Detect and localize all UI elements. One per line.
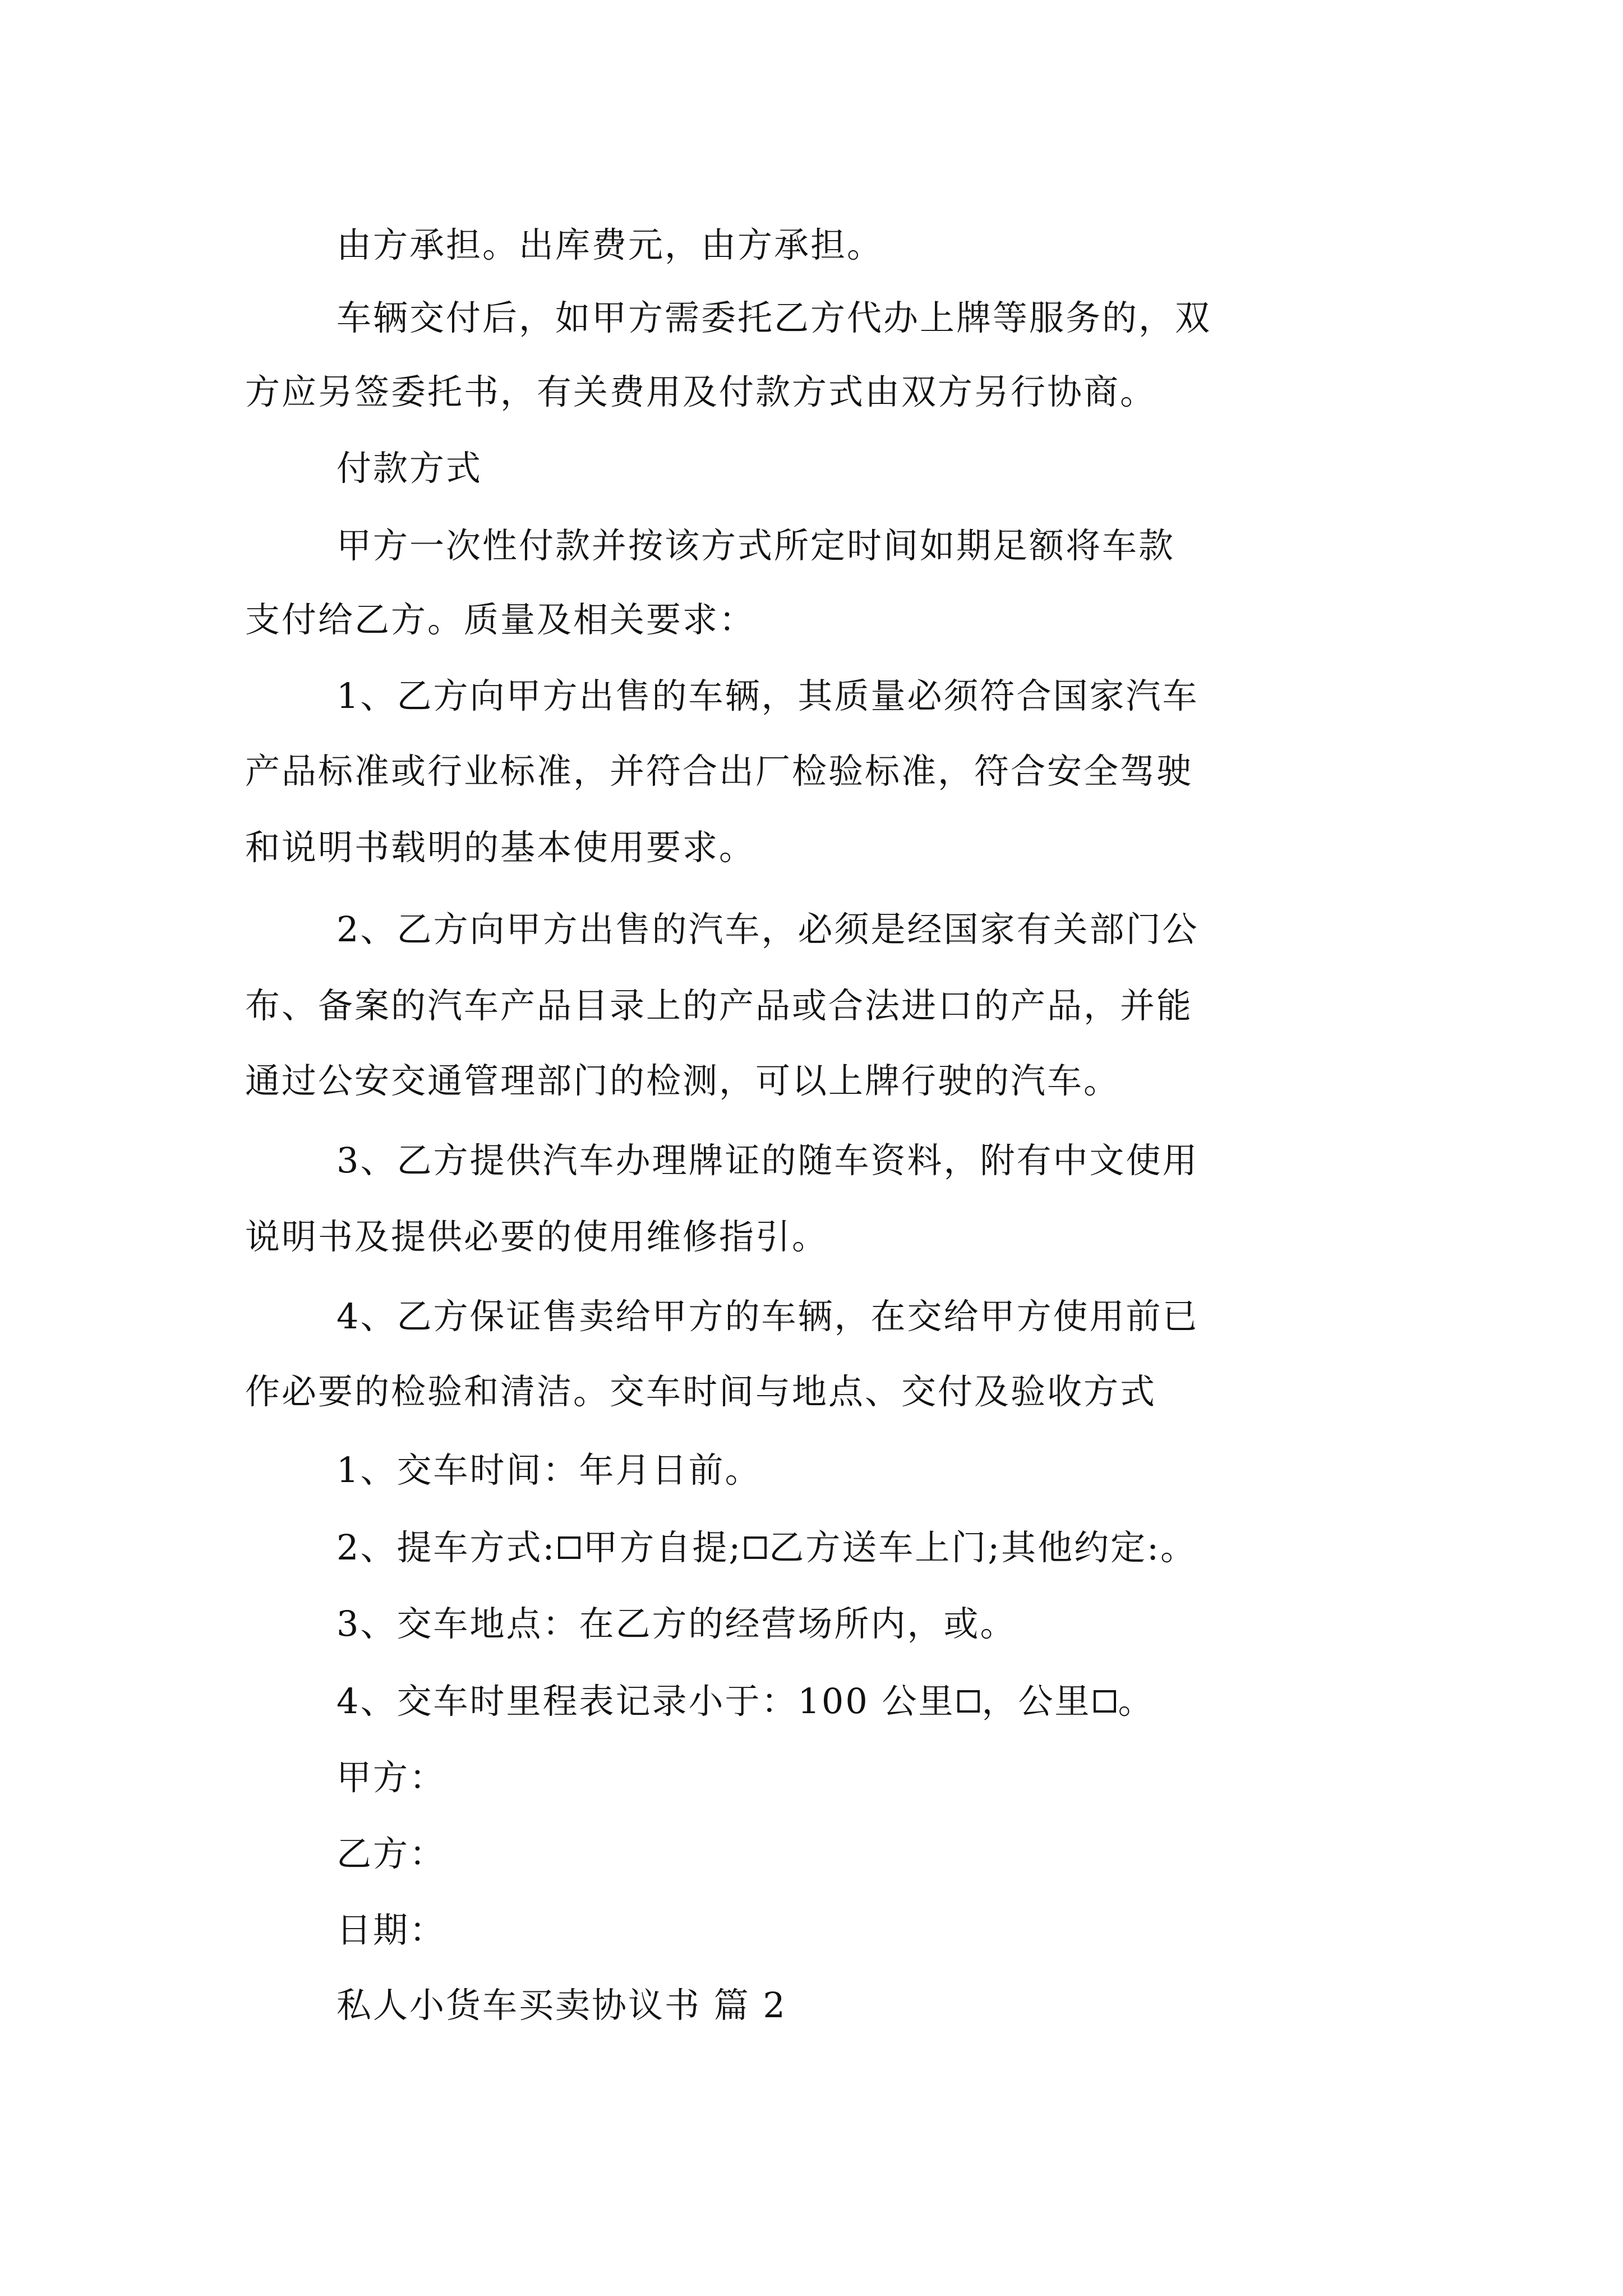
text-line: 支付给乙方。质量及相关要求：: [245, 599, 756, 640]
text-line: 产品标准或行业标准，并符合出厂检验标准，符合安全驾驶: [245, 751, 1193, 792]
text-line: 1、乙方向甲方出售的车辆，其质量必须符合国家汽车: [336, 675, 1199, 716]
text-line: 布、备案的汽车产品目录上的产品或合法进口的产品，并能: [245, 985, 1193, 1026]
text-line: 通过公安交通管理部门的检测，可以上牌行驶的汽车。: [245, 1060, 1121, 1101]
pickup-option-delivery: 乙方送车上门;其他约定:。: [769, 1527, 1197, 1568]
section-heading: 付款方式: [336, 448, 483, 489]
text-line: 3、交车地点：在乙方的经营场所内，或。: [336, 1603, 1017, 1644]
text-line: 4、乙方保证售卖给甲方的车辆，在交给甲方使用前已: [336, 1296, 1199, 1337]
text-line: 说明书及提供必要的使用维修指引。: [245, 1216, 829, 1257]
checkbox-icon: [744, 1536, 767, 1559]
pickup-prefix: 2、提车方式:: [336, 1527, 556, 1568]
date-label: 日期：: [336, 1910, 446, 1950]
text-line: 方应另签委托书，有关费用及付款方式由双方另行协商。: [245, 371, 1157, 412]
mileage-suffix: 。: [1118, 1681, 1155, 1722]
party-b-label: 乙方：: [336, 1833, 446, 1874]
text-line: 由方承担。出库费元，由方承担。: [336, 224, 884, 265]
checkbox-icon: [558, 1536, 580, 1559]
checkbox-icon: [1094, 1690, 1116, 1713]
text-line: 2、乙方向甲方出售的汽车，必须是经国家有关部门公: [336, 909, 1199, 950]
text-line: 车辆交付后，如甲方需委托乙方代办上牌等服务的，双: [336, 297, 1212, 338]
pickup-option-self: 甲方自提;: [583, 1527, 743, 1568]
text-line: 1、交车时间：年月日前。: [336, 1450, 762, 1490]
next-section-title: 私人小货车买卖协议书 篇 2: [336, 1985, 787, 2026]
text-line: 和说明书载明的基本使用要求。: [245, 827, 756, 868]
text-line: 3、乙方提供汽车办理牌证的随车资料，附有中文使用: [336, 1140, 1199, 1181]
pickup-line: [0, 1522, 1623, 1573]
mileage-middle: ，公里: [981, 1681, 1091, 1722]
party-a-label: 甲方：: [336, 1757, 446, 1798]
mileage-prefix: 4、交车时里程表记录小于：100 公里: [336, 1681, 955, 1722]
text-line: 作必要的检验和清洁。交车时间与地点、交付及验收方式: [245, 1371, 1157, 1412]
checkbox-icon: [957, 1690, 980, 1713]
text-line: 甲方一次性付款并按该方式所定时间如期足额将车款: [336, 525, 1175, 566]
mileage-line: [0, 1676, 1623, 1727]
